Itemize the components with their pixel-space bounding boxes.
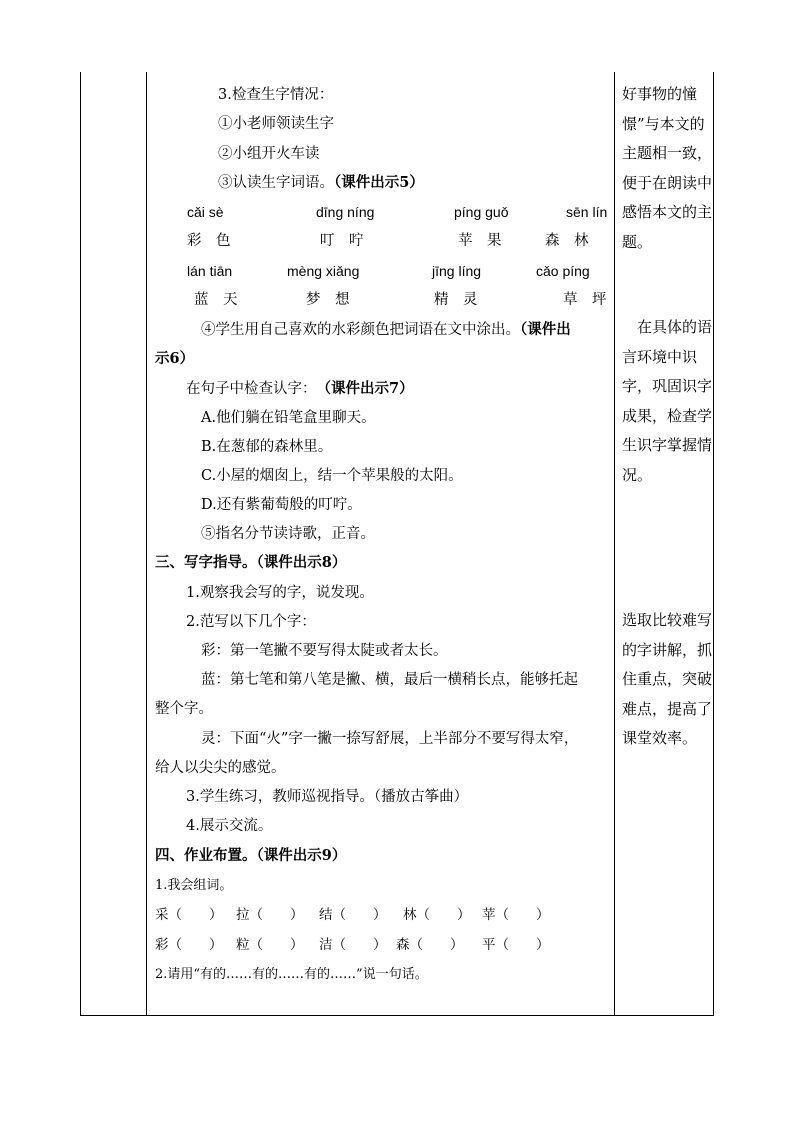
pinyin-4: sēn lín [566,204,608,220]
hw-row2-1: 彩（ ） [155,937,223,953]
word-8: 草 坪 [563,292,607,308]
section-3-item-4: 4.展示交流。 [186,818,273,834]
side-note-3: 选取比较难写的字讲解，抓住重点，突破难点，提高了课堂效率。 [622,611,713,747]
table-border-col3 [614,72,615,1015]
hw-row1-2: 拉（ ） [236,907,304,923]
word-6: 梦 想 [306,292,350,308]
word-1: 彩 色 [187,233,231,249]
step-3-text: ③认读生字词语。 [218,175,334,191]
pinyin-2: dīng níng [316,204,375,220]
sentence-d: D.还有紫葡萄般的叮咛。 [201,497,362,513]
pinyin-6: mèng xiǎng [287,263,360,279]
ling-instruction-2: 给人以尖尖的感觉。 [155,760,286,776]
hw-row1-5: 苹（ ） [482,907,550,923]
step-4-text: ④学生用自己喜欢的水彩颜色把词语在文中涂出。 [201,322,520,338]
step-1: ①小老师领读生字 [218,116,334,132]
pinyin-5: lán tiān [187,263,233,279]
pinyin-7: jīng líng [432,263,482,279]
step-3-tag: （课件出示5） [334,174,424,191]
step-3 [218,173,424,193]
table-border-col2 [146,72,147,1015]
pinyin-1: cǎi sè [187,204,224,220]
sentence-c: C.小屋的烟囱上，结一个苹果般的太阳。 [201,468,463,484]
hw-row2-5: 平（ ） [482,937,550,953]
homework-1: 1.我会组词。 [155,878,233,893]
word-5: 蓝 天 [194,292,238,308]
step-4-tag-cont: 示6） [155,350,195,367]
context-check [186,379,414,399]
section-3-item-3: 3.学生练习，教师巡视指导。（播放古筝曲） [186,789,469,805]
word-3: 苹 果 [458,233,502,249]
word-4: 森 林 [545,233,589,249]
word-2: 叮 咛 [320,233,364,249]
ling-instruction-1: 灵：下面“火”字一撇一捺写舒展，上半部分不要写得太窄， [201,731,579,747]
pinyin-3: píng guǒ [454,204,509,220]
table-border-left [80,72,81,1015]
context-tag: （课件出示7） [323,380,414,397]
side-note-2: 在具体的语言环境中识字，巩固识字成果，检查学生识字掌握情况。 [622,318,713,484]
hw-row1-4: 林（ ） [403,907,471,923]
step-4-tag: （课件出 [520,321,571,338]
hw-row2-4: 森（ ） [396,937,464,953]
lan-instruction-1: 蓝：第七笔和第八笔是撇、横，最后一横稍长点，能够托起 [201,672,578,688]
side-note-1: 好事物的憧憬”与本文的主题相一致，便于在朗读中感悟本文的主题。 [622,85,713,251]
hw-row2-3: 洁（ ） [319,937,387,953]
cai-instruction: 彩：第一笔撇不要写得太陡或者太长。 [201,643,448,659]
section-4-title: 四、作业布置。（课件出示9） [155,847,347,864]
context-title: 在句子中检查认字： [186,381,310,397]
check-title: 3.检查生字情况： [218,87,334,103]
word-7: 精 灵 [434,292,478,308]
step-5: ⑤指名分节读诗歌，正音。 [201,526,375,542]
pinyin-8: cǎo píng [536,263,590,279]
lesson-table [80,72,714,1016]
sentence-b: B.在葱郁的森林里。 [201,439,333,455]
step-4 [201,320,571,340]
lan-instruction-2: 整个字。 [155,701,213,717]
section-3-item-1: 1.观察我会写的字，说发现。 [186,585,374,601]
hw-row1-3: 结（ ） [319,907,387,923]
hw-row1-1: 采（ ） [155,907,223,923]
section-3-item-2: 2.范写以下几个字： [186,614,316,630]
section-3-title: 三、写字指导。（课件出示8） [155,554,347,571]
sentence-a: A.他们躺在铅笔盒里聊天。 [201,410,376,426]
hw-row2-2: 粒（ ） [236,937,304,953]
homework-2: 2.请用“有的……有的……有的……”说一句话。 [155,967,428,982]
step-2: ②小组开火车读 [218,146,320,162]
